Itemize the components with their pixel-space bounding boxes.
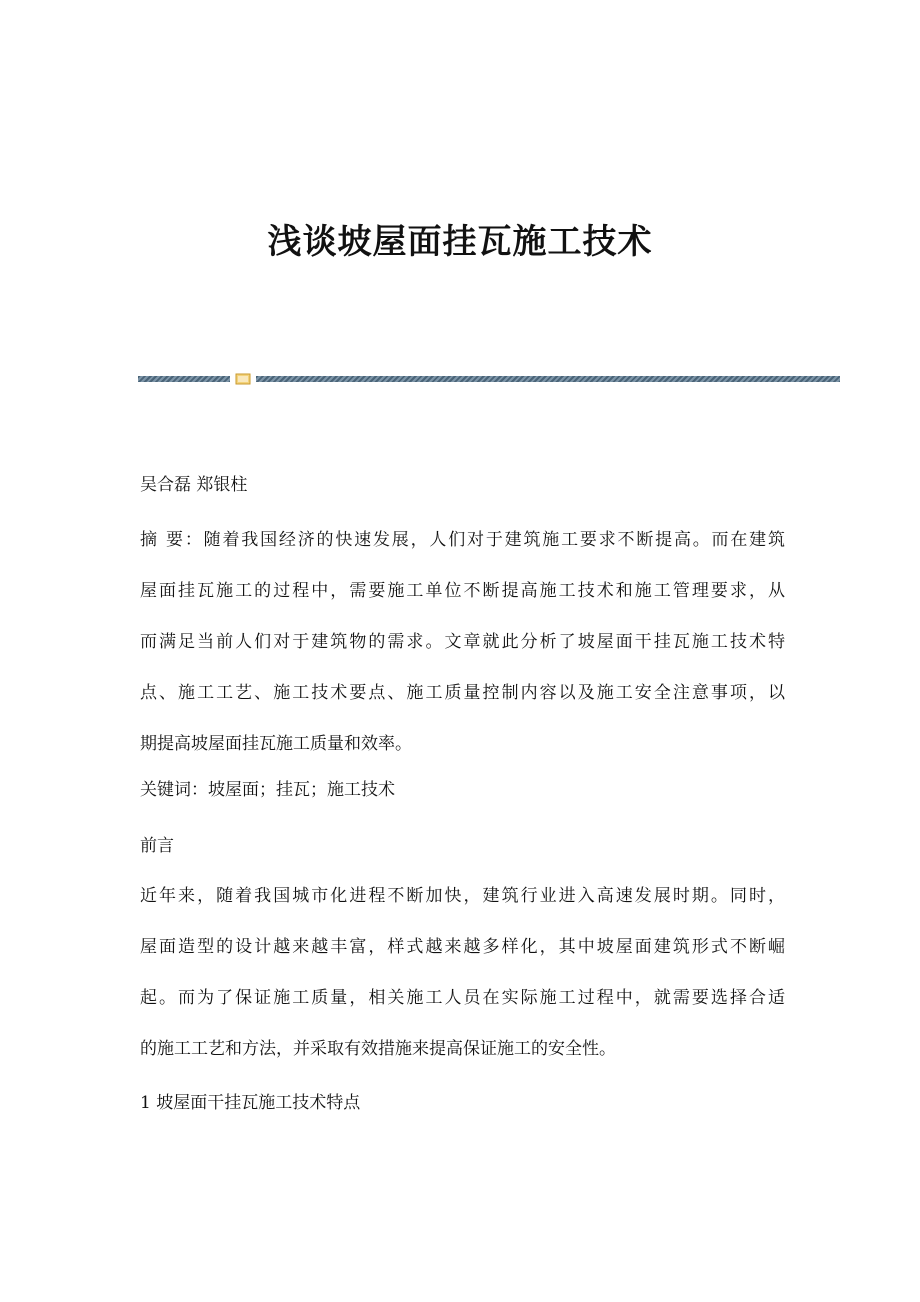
- divider-bar-right: [256, 376, 840, 382]
- preface-body: [140, 883, 785, 1087]
- page-title: 浅谈坡屋面挂瓦施工技术: [267, 222, 653, 262]
- divider-bar-left: [138, 376, 230, 382]
- preface-line: 屋面造型的设计越来越丰富，样式越来越多样化，其中坡屋面建筑形式不断崛: [140, 937, 785, 957]
- abstract-line: 屋面挂瓦施工的过程中，需要施工单位不断提高施工技术和施工管理要求，从: [140, 581, 785, 601]
- preface-line: 的施工工艺和方法，并采取有效措施来提高保证施工的安全性。: [140, 1039, 616, 1059]
- abstract-line: 摘 要：随着我国经济的快速发展，人们对于建筑施工要求不断提高。而在建筑: [140, 530, 785, 550]
- ornament-icon: [235, 373, 251, 385]
- section-heading: 1 坡屋面干挂瓦施工技术特点: [140, 1093, 361, 1113]
- title-divider: [138, 373, 840, 385]
- preface-line: 起。而为了保证施工质量，相关施工人员在实际施工过程中，就需要选择合适: [140, 988, 785, 1008]
- authors: 吴合磊 郑银柱: [140, 475, 248, 495]
- abstract-line: 而满足当前人们对于建筑物的需求。文章就此分析了坡屋面干挂瓦施工技术特: [140, 632, 785, 652]
- preface-heading: 前言: [140, 836, 174, 856]
- abstract-line: 期提高坡屋面挂瓦施工质量和效率。: [140, 734, 412, 754]
- keywords: 关键词：坡屋面；挂瓦；施工技术: [140, 780, 395, 800]
- abstract-line: 点、施工工艺、施工技术要点、施工质量控制内容以及施工安全注意事项，以: [140, 683, 785, 703]
- preface-line: 近年来，随着我国城市化进程不断加快，建筑行业进入高速发展时期。同时，: [140, 886, 785, 906]
- abstract: [140, 527, 785, 782]
